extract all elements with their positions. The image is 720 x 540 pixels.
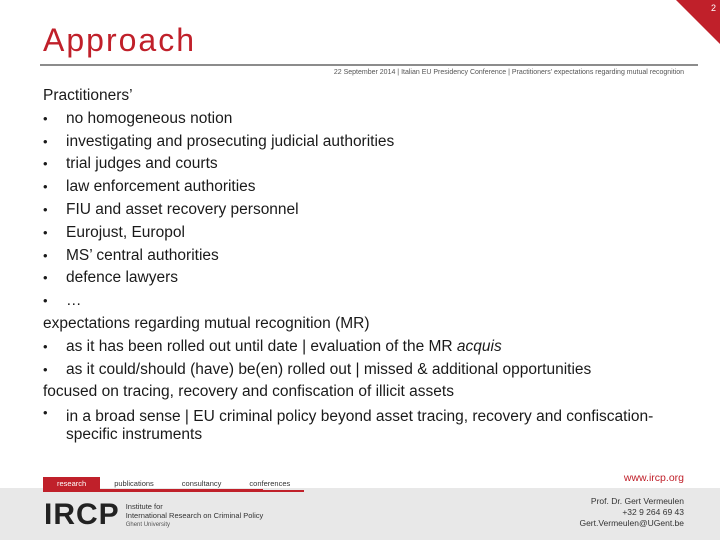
list-item: • investigating and prosecuting judicial authorities — [43, 131, 693, 154]
list-item: • trial judges and courts — [43, 153, 693, 176]
list-item: • … — [43, 290, 693, 313]
slide-title: Approach — [43, 22, 196, 58]
slide-content — [43, 85, 693, 444]
practitioners-list — [43, 108, 693, 313]
expectations-list — [43, 336, 693, 382]
section-heading-practitioners: Practitioners’ — [43, 87, 133, 104]
list-item: • MS’ central authorities — [43, 245, 693, 268]
ircp-logo — [44, 498, 263, 532]
list-item: • as it has been rolled out until date | evaluation of the MR acquis — [43, 336, 693, 359]
bullet-icon: • — [43, 133, 48, 149]
bullet-icon: • — [43, 156, 48, 172]
list-item: • law enforcement authorities — [43, 176, 693, 199]
list-item: • as it could/should (have) be(en) rolled out | missed & additional opportunities — [43, 359, 693, 382]
tab-research[interactable]: research — [43, 477, 100, 492]
section-heading-expectations: expectations regarding mutual recognition (MR) — [43, 314, 370, 332]
bullet-icon: • — [43, 247, 48, 263]
title-divider — [40, 64, 698, 66]
bullet-icon: • — [43, 201, 48, 217]
list-item: • Eurojust, Europol — [43, 222, 693, 245]
bullet-icon: • — [43, 110, 48, 126]
contact-email[interactable]: Gert.Vermeulen@UGent.be — [579, 518, 684, 528]
slide-number-corner — [676, 0, 720, 44]
list-item: • no homogeneous notion — [43, 108, 693, 131]
bullet-icon: • — [43, 293, 48, 309]
website-link[interactable]: www.ircp.org — [623, 472, 684, 484]
tab-consultancy[interactable]: consultancy — [168, 477, 236, 492]
bullet-icon: • — [43, 361, 48, 377]
bullet-icon: • — [43, 179, 48, 195]
list-item: • defence lawyers — [43, 267, 693, 290]
contact-block — [579, 496, 684, 529]
contact-phone: +32 9 264 69 43 — [622, 507, 684, 517]
logo-university: Ghent University — [125, 522, 171, 528]
list-item: • in a broad sense | EU criminal policy beyond asset tracing, recovery and confiscation-specific instruments — [43, 405, 654, 444]
bullet-icon: • — [43, 270, 48, 286]
section-heading-focus: focused on tracing, recovery and confiscation of illicit assets — [43, 383, 454, 401]
slide-number: 2 — [710, 3, 716, 13]
bullet-icon: • — [43, 224, 48, 240]
conference-subtitle: 22 September 2014 | Italian EU Presidency Conference | Practitioners' expectations regarding mutual recognition — [333, 69, 684, 76]
logo-line-2: International Research on Criminal Policy — [125, 511, 264, 520]
tab-conferences[interactable]: conferences — [235, 477, 304, 492]
focus-list — [43, 404, 693, 444]
contact-name: Prof. Dr. Gert Vermeulen — [590, 496, 684, 506]
bullet-icon: • — [43, 405, 48, 421]
logo-caption — [126, 502, 264, 528]
logo-mark: IRCP — [44, 498, 120, 531]
logo-line-1: Institute for — [125, 502, 163, 511]
bullet-icon: • — [43, 338, 48, 354]
list-item: • FIU and asset recovery personnel — [43, 199, 693, 222]
tab-publications[interactable]: publications — [100, 477, 168, 492]
footer-nav-underline — [43, 489, 263, 491]
